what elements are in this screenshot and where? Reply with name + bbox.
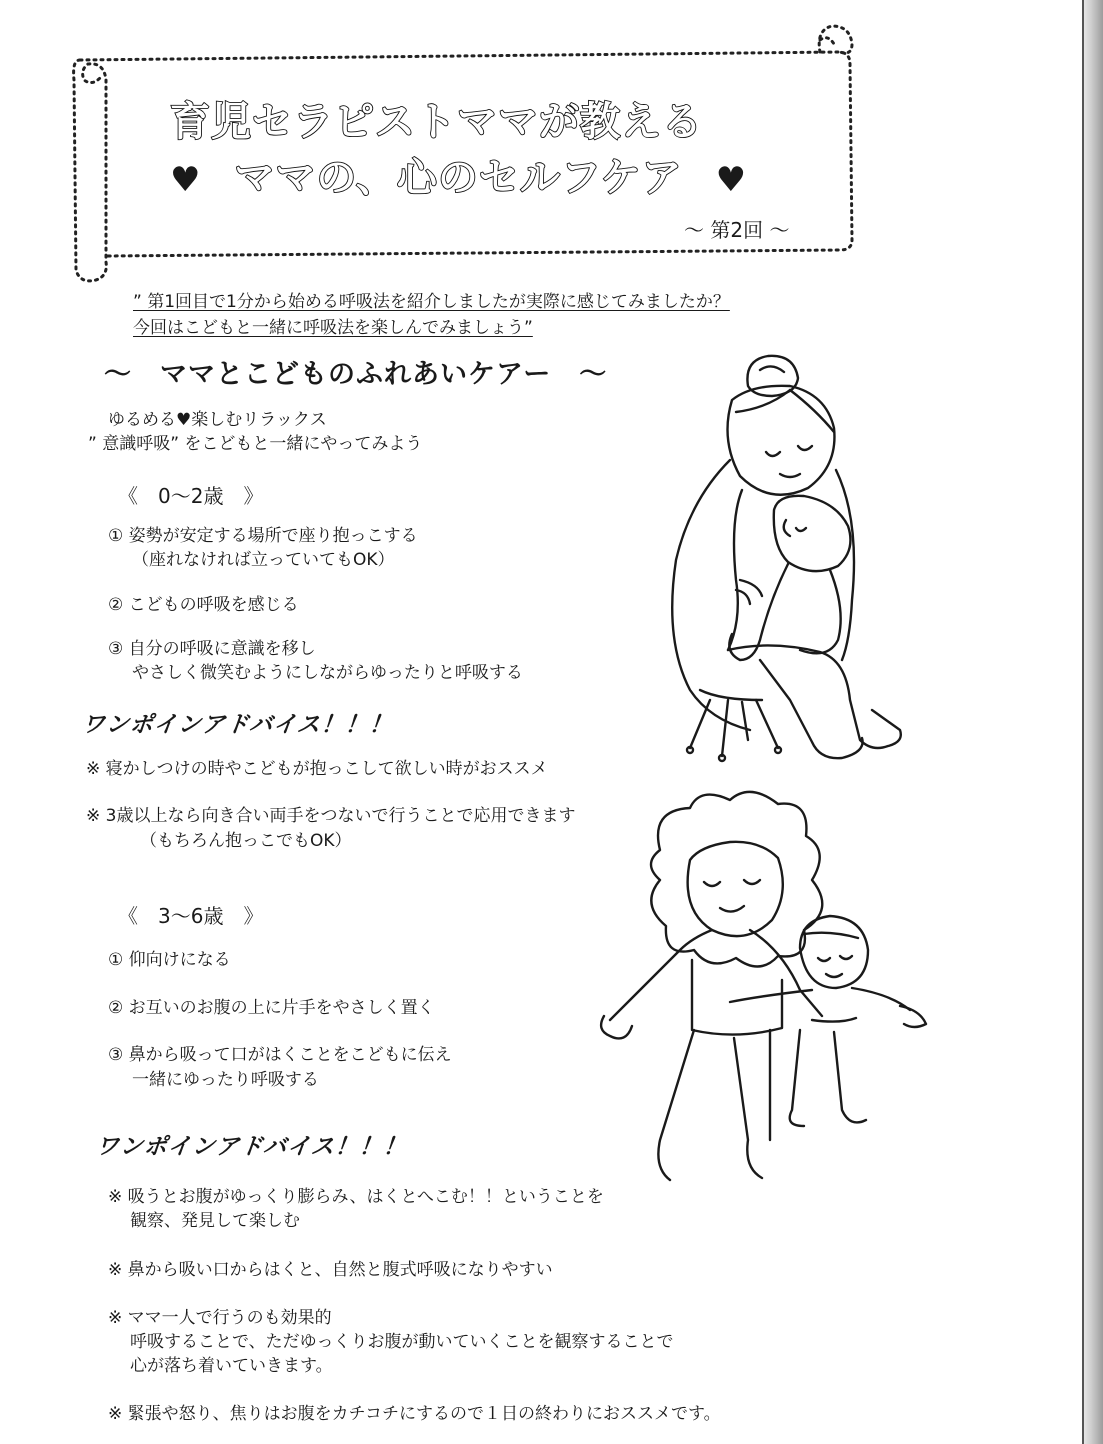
advice-text: 観察、発見して楽しむ <box>130 1211 300 1231</box>
page-edge-line <box>1082 0 1084 1444</box>
step-text: （座れなければ立っていてもOK） <box>132 550 395 570</box>
advice-text: ※ ママ一人で行うのも効果的 <box>108 1308 332 1328</box>
age-heading-3-6: 《 3～6歳 》 <box>118 904 264 928</box>
step-text: ③ 自分の呼吸に意識を移し <box>108 639 316 659</box>
step-text: ① 仰向けになる <box>108 950 231 970</box>
age-heading-0-2: 《 0～2歳 》 <box>118 484 264 508</box>
advice-text: 心が落ち着いていきます。 <box>130 1356 333 1376</box>
advice-text: ※ 寝かしつけの時やこどもが抱っこして欲しい時がおススメ <box>86 759 548 779</box>
heart-icon: ♥ <box>170 160 202 200</box>
step-text: やさしく微笑むようにしながらゆったりと呼吸する <box>132 663 523 683</box>
section-lead2: ” 意識呼吸” をこどもと一緒にやってみよう <box>88 434 423 454</box>
advice-text: ※ 鼻から吸い口からはくと、自然と腹式呼吸になりやすい <box>108 1260 553 1280</box>
page-title-line2: ママの、心のセルフケア <box>234 155 683 201</box>
step-text: ② こどもの呼吸を感じる <box>108 595 299 615</box>
page-title-line1: 育児セラピストママが教える <box>170 99 703 145</box>
intro-line2: 今回はこどもと一緒に呼吸法を楽しんでみましょう” <box>133 318 533 338</box>
advice-heading: ワンポインアドバイス！！！ <box>94 1134 409 1160</box>
mother-child-illustration <box>601 792 926 1180</box>
step-text: ② お互いのお腹の上に片手をやさしく置く <box>108 998 435 1018</box>
intro-line1: ” 第1回目で1分から始める呼吸法を紹介しましたが実際に感じてみましたか？ <box>133 292 730 312</box>
advice-heading: ワンポインアドバイス！！！ <box>80 712 395 738</box>
advice-text: ※ 吸うとお腹がゆっくり膨らみ、はくとへこむ！！ということを <box>108 1187 604 1207</box>
heart-icon: ♥ <box>715 160 748 200</box>
step-text: ③ 鼻から吸って口がはくことをこどもに伝え <box>108 1045 452 1065</box>
page-title-line2-wrap <box>170 146 747 203</box>
mother-baby-illustration <box>672 356 901 761</box>
step-text: ① 姿勢が安定する場所で座り抱っこする <box>108 526 418 546</box>
advice-text: （もちろん抱っこでもOK） <box>140 831 352 851</box>
advice-text: ※ 緊張や怒り、焦りはお腹をカチコチにするので１日の終わりにおススメです。 <box>108 1404 721 1424</box>
section-heading: ～ ママとこどものふれあいケアー ～ <box>104 359 608 390</box>
advice-text: 呼吸することで、ただゆっくりお腹が動いていくことを観察することで <box>130 1332 674 1352</box>
section-lead1: ゆるめる♥楽しむリラックス <box>108 410 327 430</box>
page-edge-shadow <box>1083 0 1103 1444</box>
issue-number: ～ 第2回 ～ <box>684 218 790 242</box>
step-text: 一緒にゆったり呼吸する <box>132 1070 319 1090</box>
advice-text: ※ 3歳以上なら向き合い両手をつないで行うことで応用できます <box>86 806 576 826</box>
